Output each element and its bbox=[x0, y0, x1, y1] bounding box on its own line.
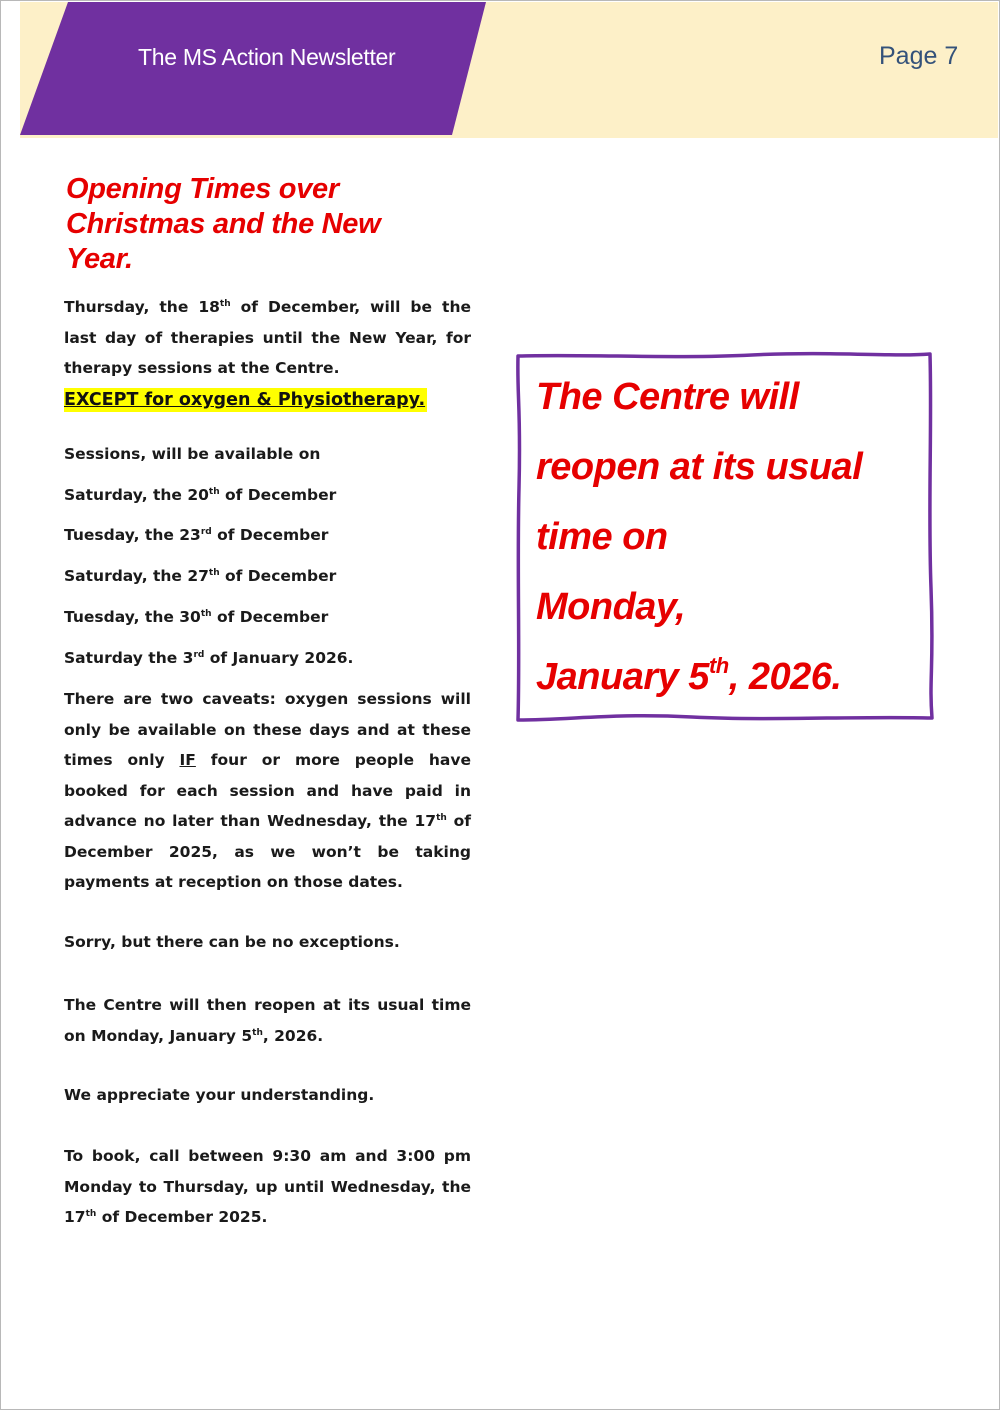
callout-line: The Centre will bbox=[536, 376, 799, 418]
ordinal-suffix: th bbox=[208, 568, 220, 578]
text-run: of December 2025, as we won’t be taking payments at reception on those dates. bbox=[64, 812, 471, 891]
text-run: Tuesday, the 23 bbox=[64, 526, 201, 544]
text-run: Thursday, the 18 bbox=[64, 298, 220, 316]
highlighted-exception: EXCEPT for oxygen & Physiotherapy. bbox=[64, 390, 426, 410]
text-run: of December bbox=[211, 526, 329, 544]
ordinal-suffix: th bbox=[708, 653, 729, 678]
newsletter-title: The MS Action Newsletter bbox=[138, 44, 396, 70]
text-run: of December bbox=[219, 486, 337, 504]
sessions-intro: Sessions, will be available on bbox=[64, 445, 321, 463]
heading-line: Opening Times over bbox=[66, 173, 339, 205]
text-run: Tuesday, the 30 bbox=[64, 608, 201, 626]
heading-line: Christmas and the New bbox=[66, 208, 381, 240]
text-run: of December, will be the last day of therapies until the New Year, for therapy sessions at the Centre. bbox=[64, 298, 471, 377]
text-run: , 2026. bbox=[728, 656, 842, 698]
session-date bbox=[64, 649, 353, 667]
ordinal-suffix: th bbox=[85, 1209, 97, 1219]
session-date bbox=[64, 567, 336, 585]
text-run: of January 2026. bbox=[204, 649, 354, 667]
ordinal-suffix: th bbox=[252, 1027, 263, 1038]
ordinal-suffix: rd bbox=[193, 650, 205, 660]
ordinal-suffix: th bbox=[436, 813, 447, 823]
text-run: Saturday the 3 bbox=[64, 649, 194, 667]
ordinal-suffix: th bbox=[200, 609, 212, 619]
text-run: January 5 bbox=[536, 656, 709, 698]
text-run: The Centre will then reopen at its usual time on Monday, January 5 bbox=[64, 996, 471, 1045]
appreciation-note: We appreciate your understanding. bbox=[64, 1086, 375, 1104]
callout-line: Monday, bbox=[536, 586, 686, 628]
text-run: of December 2025. bbox=[96, 1208, 268, 1226]
text-run: Saturday, the 27 bbox=[64, 567, 209, 585]
text-run: four or more people have booked for each session and have paid in advance no later than Wednesday, the 17 bbox=[64, 751, 471, 830]
callout-line: time on bbox=[536, 516, 668, 558]
callout-text bbox=[536, 362, 926, 712]
caveats-paragraph bbox=[64, 684, 471, 898]
session-date bbox=[64, 486, 336, 504]
text-run: , 2026. bbox=[262, 1026, 324, 1045]
reopen-paragraph bbox=[64, 990, 471, 1051]
session-date bbox=[64, 608, 328, 626]
text-run: of December bbox=[211, 608, 329, 626]
sorry-note: Sorry, but there can be no exceptions. bbox=[64, 933, 400, 951]
section-heading bbox=[66, 172, 466, 277]
callout-line bbox=[536, 642, 926, 712]
callout-line: reopen at its usual bbox=[536, 446, 863, 488]
text-run: Saturday, the 20 bbox=[64, 486, 209, 504]
session-date bbox=[64, 526, 328, 544]
page-number: Page 7 bbox=[879, 42, 959, 70]
ordinal-suffix: th bbox=[208, 487, 220, 497]
emphasis-if: IF bbox=[179, 751, 196, 769]
heading-line: Year. bbox=[66, 243, 133, 275]
text-run: of December bbox=[219, 567, 337, 585]
booking-paragraph bbox=[64, 1141, 471, 1233]
intro-paragraph bbox=[64, 292, 471, 384]
text-run: To book, call between 9:30 am and 3:00 pm Monday to Thursday, up until Wednesday, the 17 bbox=[64, 1147, 471, 1226]
ordinal-suffix: th bbox=[219, 299, 231, 309]
text-run: There are two caveats: oxygen sessions will only be available on these days and at these times only bbox=[64, 690, 471, 769]
ordinal-suffix: rd bbox=[200, 527, 212, 537]
